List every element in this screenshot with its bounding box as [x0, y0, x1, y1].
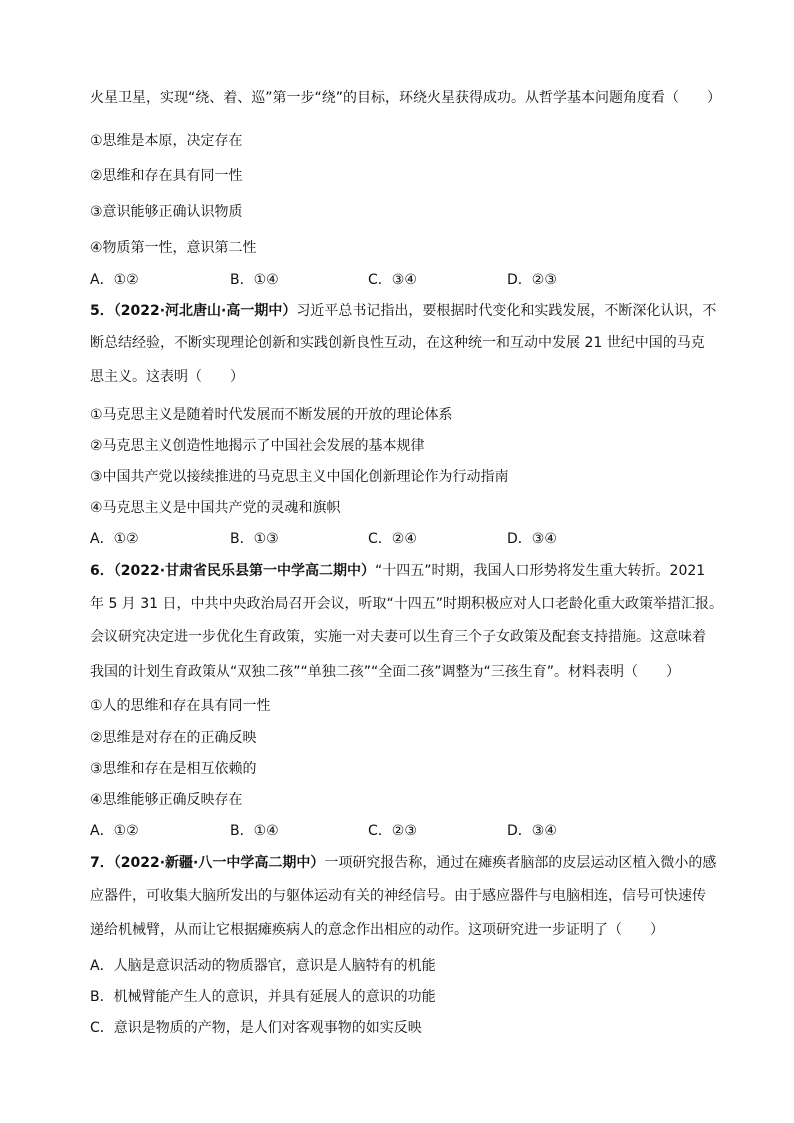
q6-number: 6．: [90, 563, 114, 579]
q4-choice-b[interactable]: B．①④: [230, 272, 279, 288]
q7-option-c[interactable]: C．意识是物质的产物，是人们对客观事物的如实反映: [90, 1020, 422, 1036]
q6-stem-line-4: 我国的计划生育政策从“双独二孩”“单独二孩”“全面二孩”调整为“三孩生育”。材料表明（ ）: [90, 664, 681, 680]
q6-option-3: ③思维和存在是相互依赖的: [90, 761, 257, 777]
q6-source: （2022·甘肃省民乐县第一中学高二期中）: [113, 563, 376, 579]
q5-choice-c[interactable]: C．②④: [368, 531, 417, 547]
q6-choices: [90, 822, 710, 840]
q4-choices: [90, 271, 710, 289]
q5-number: 5．: [90, 303, 114, 319]
q7-option-b[interactable]: B．机械臂能产生人的意识，并具有延展人的意识的功能: [90, 989, 436, 1005]
q7-option-a[interactable]: A．人脑是意识活动的物质器官，意识是人脑特有的机能: [90, 958, 436, 974]
q4-choice-d[interactable]: D．②③: [507, 272, 557, 288]
q5-stem-line-3: 思主义。这表明（ ）: [90, 369, 244, 385]
q6-stem-line-3: 会议研究决定进一步优化生育政策，实施一对夫妻可以生育三个子女政策及配套支持措施。这意味着: [90, 629, 706, 645]
q6-choice-b[interactable]: B．①④: [230, 823, 279, 839]
q5-choice-a[interactable]: A．①②: [90, 531, 139, 547]
q5-stem-line-1: [90, 302, 716, 320]
q6-choice-c[interactable]: C．②③: [368, 823, 417, 839]
q7-stem-line-3: 递给机械臂，从而让它根据瘫痪病人的意念作出相应的动作。这项研究进一步证明了（ ）: [90, 922, 664, 938]
q6-stem-line-2: 年 5 月 31 日，中共中央政治局召开会议，听取“十四五”时期积极应对人口老龄化重大政策举措汇报。: [90, 596, 724, 612]
q7-stem-line-2: 应器件，可收集大脑所发出的与躯体运动有关的神经信号。由于感应器件与电脑相连，信号可快速传: [90, 888, 706, 904]
q4-option-3: ③意识能够正确认识物质: [90, 204, 243, 220]
q5-stem-line-2: 断总结经验，不断实现理论创新和实践创新良性互动，在这种统一和互动中发展 21 世纪中国的马克: [90, 335, 705, 351]
q5-source: （2022·河北唐山·高一期中）: [113, 303, 297, 319]
q4-option-2: ②思维和存在具有同一性: [90, 168, 243, 184]
q7-stem-line-1: [90, 854, 716, 872]
q6-option-1: ①人的思维和存在具有同一性: [90, 698, 271, 714]
q5-stem-text-1: 习近平总书记指出，要根据时代变化和实践发展，不断深化认识，不: [296, 303, 717, 319]
q6-option-2: ②思维是对存在的正确反映: [90, 730, 257, 746]
q4-stem-tail: 火星卫星，实现“绕、着、巡”第一步“绕”的目标，环绕火星获得成功。从哲学基本问题角度看（ ）: [90, 90, 722, 106]
q5-option-2: ②马克思主义创造性地揭示了中国社会发展的基本规律: [90, 438, 425, 454]
q5-option-3: ③中国共产党以接续推进的马克思主义中国化创新理论作为行动指南: [90, 469, 509, 485]
q6-option-4: ④思维能够正确反映存在: [90, 792, 243, 808]
q7-number: 7．: [90, 855, 114, 871]
q5-choice-d[interactable]: D．③④: [507, 531, 557, 547]
q4-option-4: ④物质第一性，意识第二性: [90, 240, 257, 256]
q6-stem-text-1: “十四五”时期，我国人口形势将发生重大转折。2021: [375, 563, 706, 579]
q4-option-1: ①思维是本原，决定存在: [90, 133, 243, 149]
q5-option-1: ①马克思主义是随着时代发展而不断发展的开放的理论体系: [90, 407, 453, 423]
q6-stem-line-1: [90, 562, 705, 580]
q5-choice-b[interactable]: B．①③: [230, 531, 279, 547]
q5-choices: [90, 530, 710, 548]
q4-choice-c[interactable]: C．③④: [368, 272, 417, 288]
q6-choice-a[interactable]: A．①②: [90, 823, 139, 839]
q5-option-4: ④马克思主义是中国共产党的灵魂和旗帜: [90, 500, 341, 516]
q7-stem-text-1: 一项研究报告称，通过在瘫痪者脑部的皮层运动区植入微小的感: [324, 855, 717, 871]
q4-choice-a[interactable]: A．①②: [90, 272, 139, 288]
q6-choice-d[interactable]: D．③④: [507, 823, 557, 839]
q7-source: （2022·新疆·八一中学高二期中）: [113, 855, 325, 871]
